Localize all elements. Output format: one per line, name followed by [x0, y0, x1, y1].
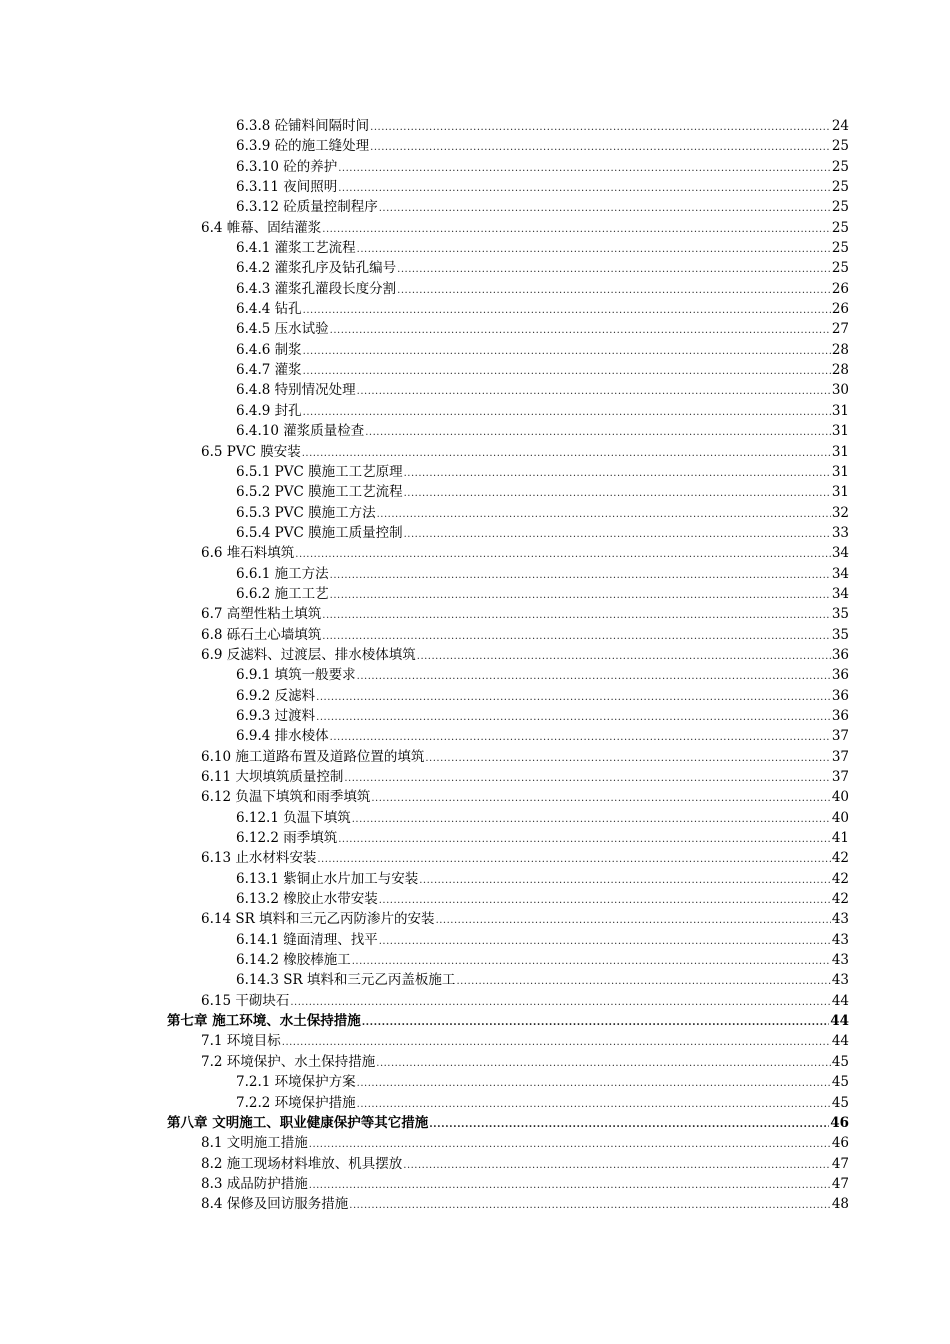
toc-entry-title: 6.5 PVC 膜安装 — [201, 443, 301, 460]
toc-entry-title: 6.6 堆石料填筑 — [201, 545, 295, 562]
dot-leader — [403, 1156, 831, 1176]
toc-entry[interactable] — [0, 950, 849, 970]
toc-entry-title: 6.8 砾石土心墙填筑 — [201, 626, 322, 643]
toc-entry-title: 6.6.1 施工方法 — [236, 565, 329, 582]
toc-entry-title: 7.2.2 环境保护措施 — [236, 1094, 356, 1111]
toc-entry-page-number: 42 — [831, 850, 849, 867]
dot-leader — [357, 1095, 831, 1115]
toc-entry-page-number: 44 — [831, 992, 849, 1009]
toc-entry-page-number: 28 — [831, 341, 849, 358]
toc-entry-page-number: 45 — [831, 1094, 849, 1111]
dot-leader — [404, 525, 831, 545]
toc-entry[interactable] — [0, 258, 849, 278]
toc-entry[interactable] — [0, 584, 849, 604]
toc-entry-title: 6.4.6 制浆 — [236, 341, 302, 358]
dot-leader — [303, 403, 831, 423]
dot-leader — [436, 911, 831, 931]
toc-entry-page-number: 45 — [831, 1053, 849, 1070]
toc-entry-title: 8.1 文明施工措施 — [201, 1135, 308, 1152]
toc-entry-title: 6.7 高塑性粘土填筑 — [201, 606, 322, 623]
toc-entry-page-number: 36 — [831, 707, 849, 724]
toc-entry-page-number: 33 — [831, 524, 849, 541]
toc-entry[interactable] — [0, 726, 849, 746]
toc-entry-page-number: 47 — [831, 1155, 849, 1172]
toc-entry[interactable] — [0, 1194, 849, 1214]
dot-leader — [322, 606, 831, 626]
toc-entry-title: 8.2 施工现场材料堆放、机具摆放 — [201, 1155, 403, 1172]
toc-entry-page-number: 48 — [831, 1196, 849, 1213]
toc-entry-page-number: 31 — [831, 443, 849, 460]
toc-entry[interactable] — [0, 299, 849, 319]
toc-entry-title: 6.5.3 PVC 膜施工方法 — [236, 504, 376, 521]
dot-leader — [397, 260, 831, 280]
toc-entry-title: 6.5.2 PVC 膜施工工艺流程 — [236, 484, 403, 501]
dot-leader — [322, 627, 831, 647]
toc-entry[interactable] — [0, 1093, 849, 1113]
dot-leader — [316, 688, 831, 708]
toc-entry-page-number: 37 — [831, 728, 849, 745]
toc-entry[interactable] — [0, 503, 849, 523]
dot-leader — [330, 566, 831, 586]
toc-entry[interactable] — [0, 665, 849, 685]
dot-leader — [330, 586, 831, 606]
toc-entry-page-number: 37 — [831, 769, 849, 785]
toc-entry-page-number: 45 — [831, 1074, 849, 1091]
toc-entry-title: 6.4.10 灌浆质量检查 — [236, 423, 365, 440]
toc-entry-page-number: 25 — [831, 179, 849, 196]
toc-entry-title: 6.4 帷幕、固结灌浆 — [201, 219, 322, 236]
dot-leader — [303, 342, 831, 362]
toc-entry-page-number: 25 — [831, 138, 849, 155]
toc-entry-page-number: 28 — [831, 362, 849, 379]
toc-entry-title: 8.3 成品防护措施 — [201, 1175, 308, 1192]
toc-entry[interactable] — [0, 808, 849, 828]
toc-entry-page-number: 43 — [831, 931, 849, 948]
table-of-contents — [0, 116, 950, 1215]
toc-entry-page-number: 42 — [831, 870, 849, 887]
toc-entry[interactable] — [0, 564, 849, 584]
toc-entry-title: 6.3.11 夜间照明 — [236, 179, 338, 196]
toc-entry[interactable] — [0, 1052, 849, 1072]
toc-entry-title: 6.14.3 SR 填料和三元乙丙盖板施工 — [236, 972, 456, 989]
toc-entry[interactable] — [0, 157, 849, 177]
toc-entry-page-number: 43 — [831, 911, 849, 928]
toc-entry-page-number: 34 — [831, 585, 849, 602]
toc-entry[interactable] — [0, 625, 849, 645]
toc-entry-page-number: 31 — [831, 423, 849, 440]
dot-leader — [338, 830, 831, 850]
toc-entry[interactable] — [0, 177, 849, 197]
toc-entry[interactable] — [0, 1011, 849, 1031]
toc-entry-title: 6.3.9 砼的施工缝处理 — [236, 138, 370, 155]
dot-leader — [376, 1054, 831, 1074]
toc-entry-title: 6.4.9 封孔 — [236, 402, 302, 419]
toc-entry-title: 6.13.2 橡胶止水带安装 — [236, 891, 378, 908]
toc-entry[interactable] — [0, 116, 849, 136]
toc-entry-page-number: 40 — [831, 789, 849, 806]
dot-leader — [365, 423, 831, 443]
dot-leader — [349, 1196, 831, 1216]
dot-leader — [295, 545, 831, 565]
toc-entry[interactable] — [0, 747, 849, 767]
dot-leader — [303, 301, 831, 321]
toc-entry-page-number: 37 — [831, 748, 849, 765]
toc-entry[interactable] — [0, 645, 849, 665]
toc-entry-page-number: 40 — [831, 809, 849, 826]
toc-entry-title: 第七章 施工环境、水土保持措施 — [167, 1013, 361, 1030]
toc-entry-title: 6.4.7 灌浆 — [236, 362, 302, 379]
toc-entry-title: 6.5.4 PVC 膜施工质量控制 — [236, 524, 403, 541]
toc-entry-title: 6.14.1 缝面清理、找平 — [236, 931, 378, 948]
toc-entry-page-number: 31 — [831, 463, 849, 480]
toc-entry[interactable] — [0, 787, 849, 807]
toc-entry[interactable] — [0, 848, 849, 868]
toc-entry-title: 7.1 环境目标 — [201, 1033, 281, 1050]
toc-entry-title: 6.10 施工道路布置及道路位置的填筑 — [201, 748, 425, 765]
dot-leader — [377, 505, 831, 525]
dot-leader — [303, 362, 831, 382]
dot-leader — [322, 220, 831, 240]
toc-entry-page-number: 46 — [830, 1114, 849, 1131]
dot-leader — [379, 199, 831, 219]
toc-entry-page-number: 36 — [831, 667, 849, 684]
toc-entry-title: 6.6.2 施工工艺 — [236, 585, 329, 602]
toc-entry[interactable] — [0, 421, 849, 441]
toc-entry[interactable] — [0, 930, 849, 950]
toc-entry-title: 6.4.2 灌浆孔序及钻孔编号 — [236, 260, 397, 277]
dot-leader — [302, 444, 831, 464]
toc-entry-page-number: 44 — [830, 1013, 849, 1030]
toc-entry-page-number: 25 — [831, 158, 849, 175]
toc-entry-title: 6.12 负温下填筑和雨季填筑 — [201, 789, 371, 806]
toc-entry-title: 6.14 SR 填料和三元乙丙防渗片的安装 — [201, 911, 435, 928]
toc-entry[interactable] — [0, 869, 849, 889]
toc-entry-title: 6.3.8 砼铺料间隔时间 — [236, 118, 370, 134]
toc-entry-page-number: 34 — [831, 565, 849, 582]
dot-leader — [362, 1013, 830, 1033]
toc-entry-page-number: 31 — [831, 402, 849, 419]
toc-entry[interactable] — [0, 319, 849, 339]
toc-entry[interactable] — [0, 482, 849, 502]
toc-entry-title: 6.9 反滤料、过渡层、排水棱体填筑 — [201, 646, 416, 663]
toc-entry[interactable] — [0, 380, 849, 400]
toc-entry[interactable] — [0, 909, 849, 929]
toc-entry-page-number: 36 — [831, 646, 849, 663]
dot-leader — [370, 118, 831, 138]
dot-leader — [338, 159, 831, 179]
toc-entry[interactable] — [0, 1113, 849, 1133]
toc-entry-title: 6.3.10 砼的养护 — [236, 158, 338, 175]
toc-entry[interactable] — [0, 279, 849, 299]
dot-leader — [352, 952, 831, 972]
toc-entry-page-number: 27 — [831, 321, 849, 338]
toc-entry-page-number: 25 — [831, 240, 849, 257]
dot-leader — [370, 138, 831, 158]
toc-entry-title: 6.3.12 砼质量控制程序 — [236, 199, 378, 216]
toc-entry-title: 6.9.3 过渡料 — [236, 707, 316, 724]
dot-leader — [317, 850, 830, 870]
toc-entry-page-number: 25 — [831, 219, 849, 236]
toc-entry-title: 6.11 大坝填筑质量控制 — [201, 769, 344, 785]
dot-leader — [330, 728, 831, 748]
toc-entry-title: 6.4.8 特别情况处理 — [236, 382, 356, 399]
toc-entry[interactable] — [0, 767, 849, 787]
toc-entry[interactable] — [0, 462, 849, 482]
toc-entry[interactable] — [0, 543, 849, 563]
toc-entry-title: 6.4.1 灌浆工艺流程 — [236, 240, 356, 257]
toc-entry-page-number: 35 — [831, 606, 849, 623]
dot-leader — [456, 972, 830, 992]
toc-entry-title: 6.12.2 雨季填筑 — [236, 830, 338, 847]
dot-leader — [316, 708, 831, 728]
toc-entry-page-number: 26 — [831, 280, 849, 297]
toc-entry[interactable] — [0, 1072, 849, 1092]
dot-leader — [357, 382, 831, 402]
toc-entry[interactable] — [0, 1154, 849, 1174]
dot-leader — [338, 179, 831, 199]
toc-entry-page-number: 46 — [831, 1135, 849, 1152]
dot-leader — [425, 749, 830, 769]
toc-entry[interactable] — [0, 136, 849, 156]
dot-leader — [309, 1135, 831, 1155]
toc-entry-page-number: 34 — [831, 545, 849, 562]
toc-entry-page-number: 43 — [831, 952, 849, 969]
toc-entry-page-number: 25 — [831, 199, 849, 216]
toc-entry-page-number: 35 — [831, 626, 849, 643]
toc-entry-title: 6.4.3 灌浆孔灌段长度分割 — [236, 280, 397, 297]
toc-entry[interactable] — [0, 523, 849, 543]
toc-entry-page-number: 36 — [831, 687, 849, 704]
toc-entry-page-number: 26 — [831, 301, 849, 318]
toc-entry-title: 7.2 环境保护、水土保持措施 — [201, 1053, 376, 1070]
toc-entry-title: 6.13.1 紫铜止水片加工与安装 — [236, 870, 419, 887]
dot-leader — [404, 464, 831, 484]
dot-leader — [357, 240, 831, 260]
dot-leader — [371, 789, 830, 809]
toc-entry[interactable] — [0, 1133, 849, 1153]
toc-entry[interactable] — [0, 1031, 849, 1051]
toc-entry-page-number: 24 — [831, 118, 849, 134]
dot-leader — [419, 871, 831, 891]
toc-entry[interactable] — [0, 828, 849, 848]
toc-entry-title: 6.14.2 橡胶棒施工 — [236, 952, 351, 969]
toc-entry-page-number: 25 — [831, 260, 849, 277]
dot-leader — [357, 1074, 831, 1094]
dot-leader — [429, 1115, 829, 1135]
dot-leader — [330, 321, 831, 341]
toc-entry-page-number: 44 — [831, 1033, 849, 1050]
toc-entry-title: 6.13 止水材料安装 — [201, 850, 317, 867]
toc-entry[interactable] — [0, 197, 849, 217]
toc-entry-title: 6.12.1 负温下填筑 — [236, 809, 351, 826]
toc-entry-title: 第八章 文明施工、职业健康保护等其它措施 — [167, 1114, 429, 1131]
toc-entry-title: 6.9.2 反滤料 — [236, 687, 316, 704]
toc-entry-title: 6.9.4 排水棱体 — [236, 728, 329, 745]
dot-leader — [379, 891, 831, 911]
toc-entry[interactable] — [0, 401, 849, 421]
toc-entry-title: 6.4.4 钻孔 — [236, 301, 302, 318]
toc-entry-title: 6.15 干砌块石 — [201, 992, 290, 1009]
toc-entry[interactable] — [0, 218, 849, 238]
dot-leader — [309, 1176, 831, 1196]
toc-entry[interactable] — [0, 340, 849, 360]
toc-entry[interactable] — [0, 1174, 849, 1194]
toc-entry-page-number: 42 — [831, 891, 849, 908]
toc-entry[interactable] — [0, 238, 849, 258]
toc-entry-title: 8.4 保修及回访服务措施 — [201, 1196, 349, 1213]
dot-leader — [282, 1033, 831, 1053]
dot-leader — [357, 667, 831, 687]
toc-entry[interactable] — [0, 442, 849, 462]
dot-leader — [290, 993, 830, 1013]
toc-entry[interactable] — [0, 360, 849, 380]
toc-entry[interactable] — [0, 686, 849, 706]
dot-leader — [352, 810, 831, 830]
toc-entry[interactable] — [0, 706, 849, 726]
toc-entry-page-number: 31 — [831, 484, 849, 501]
dot-leader — [404, 484, 831, 504]
dot-leader — [344, 769, 830, 789]
toc-entry-title: 6.9.1 填筑一般要求 — [236, 667, 356, 684]
toc-entry-title: 6.4.5 压水试验 — [236, 321, 329, 338]
toc-entry-title: 6.5.1 PVC 膜施工工艺原理 — [236, 463, 403, 480]
toc-entry-page-number: 47 — [831, 1175, 849, 1192]
toc-entry[interactable] — [0, 604, 849, 624]
toc-entry-page-number: 32 — [831, 504, 849, 521]
dot-leader — [379, 932, 831, 952]
dot-leader — [397, 281, 831, 301]
toc-entry-page-number: 41 — [831, 830, 849, 847]
toc-entry[interactable] — [0, 889, 849, 909]
toc-entry[interactable] — [0, 970, 849, 990]
toc-entry-page-number: 30 — [831, 382, 849, 399]
toc-entry-page-number: 43 — [831, 972, 849, 989]
toc-entry-title: 7.2.1 环境保护方案 — [236, 1074, 356, 1091]
dot-leader — [417, 647, 831, 667]
toc-entry[interactable] — [0, 991, 849, 1011]
